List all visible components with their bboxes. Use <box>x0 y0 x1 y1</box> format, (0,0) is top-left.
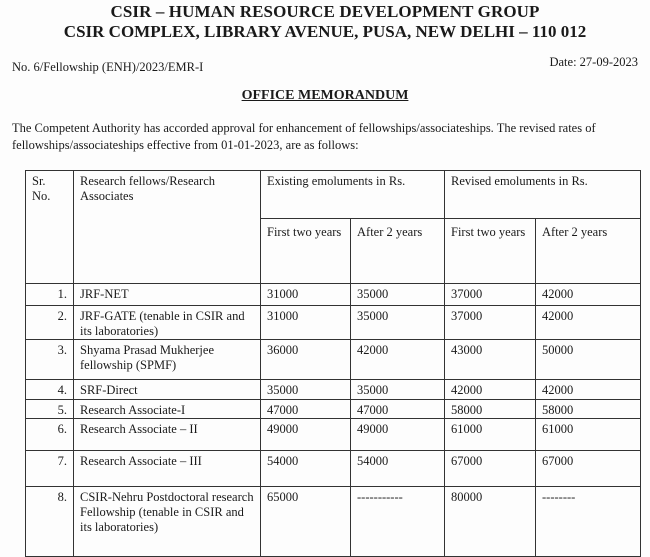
category-cell: Shyama Prasad Mukherjee fellowship (SPMF) <box>74 340 261 380</box>
existing-first-two-cell: 54000 <box>261 451 351 487</box>
table-row <box>26 284 641 306</box>
header-existing-first-two: First two years <box>261 219 351 284</box>
revised-first-two-cell: 37000 <box>445 284 536 306</box>
table-row <box>26 340 641 380</box>
existing-first-two-cell: 31000 <box>261 284 351 306</box>
sr-cell: 4. <box>26 380 74 400</box>
existing-after-two-cell: 42000 <box>351 340 445 380</box>
table-row <box>26 419 641 451</box>
fellowship-rates-table <box>25 170 641 557</box>
category-cell: SRF-Direct <box>74 380 261 400</box>
sr-cell: 1. <box>26 284 74 306</box>
table-row <box>26 451 641 487</box>
table-row <box>26 306 641 340</box>
existing-first-two-cell: 65000 <box>261 487 351 557</box>
category-cell: JRF-NET <box>74 284 261 306</box>
revised-after-two-cell: 42000 <box>536 284 641 306</box>
memo-paragraph <box>12 120 650 154</box>
revised-after-two-cell: 50000 <box>536 340 641 380</box>
existing-first-two-cell: 49000 <box>261 419 351 451</box>
category-cell: JRF-GATE (tenable in CSIR and its laboratories) <box>74 306 261 340</box>
header-existing: Existing emoluments in Rs. <box>261 171 445 219</box>
revised-after-two-cell: 61000 <box>536 419 641 451</box>
org-address: CSIR COMPLEX, LIBRARY AVENUE, PUSA, NEW DELHI – 110 012 <box>63 22 587 41</box>
table-row <box>26 487 641 557</box>
category-cell: Research Associate – III <box>74 451 261 487</box>
existing-first-two-cell: 31000 <box>261 306 351 340</box>
sr-cell: 2. <box>26 306 74 340</box>
sr-cell: 5. <box>26 400 74 419</box>
existing-first-two-cell: 47000 <box>261 400 351 419</box>
revised-first-two-cell: 42000 <box>445 380 536 400</box>
category-cell: Research Associate – II <box>74 419 261 451</box>
existing-after-two-cell: 35000 <box>351 284 445 306</box>
existing-after-two-cell: 47000 <box>351 400 445 419</box>
revised-first-two-cell: 37000 <box>445 306 536 340</box>
category-cell: Research Associate-I <box>74 400 261 419</box>
revised-first-two-cell: 67000 <box>445 451 536 487</box>
header-existing-after-two: After 2 years <box>351 219 445 284</box>
revised-first-two-cell: 61000 <box>445 419 536 451</box>
paragraph-line-2: fellowships/associateships effective from 01-01-2023, are as follows: <box>12 138 359 152</box>
existing-after-two-cell: 49000 <box>351 419 445 451</box>
sr-cell: 7. <box>26 451 74 487</box>
table-header-row-1 <box>26 171 641 219</box>
table-row <box>26 400 641 419</box>
existing-after-two-cell: 35000 <box>351 306 445 340</box>
sr-cell: 3. <box>26 340 74 380</box>
table-row <box>26 380 641 400</box>
memo-date: Date: 27-09-2023 <box>549 55 638 69</box>
revised-first-two-cell: 80000 <box>445 487 536 557</box>
header-revised: Revised emoluments in Rs. <box>445 171 641 219</box>
revised-first-two-cell: 43000 <box>445 340 536 380</box>
revised-first-two-cell: 58000 <box>445 400 536 419</box>
memo-title: OFFICE MEMORANDUM <box>241 88 409 103</box>
revised-after-two-cell: 42000 <box>536 380 641 400</box>
existing-after-two-cell: 54000 <box>351 451 445 487</box>
sr-cell: 6. <box>26 419 74 451</box>
category-cell: CSIR-Nehru Postdoctoral research Fellowship (tenable in CSIR and its laboratories) <box>74 487 261 557</box>
existing-first-two-cell: 35000 <box>261 380 351 400</box>
sr-cell: 8. <box>26 487 74 557</box>
header-revised-first-two: First two years <box>445 219 536 284</box>
header-sr-no: Sr. No. <box>26 171 74 284</box>
existing-after-two-cell: 35000 <box>351 380 445 400</box>
existing-first-two-cell: 36000 <box>261 340 351 380</box>
revised-after-two-cell: 58000 <box>536 400 641 419</box>
header-revised-after-two: After 2 years <box>536 219 641 284</box>
paragraph-line-1: The Competent Authority has accorded approval for enhancement of fellowships/associateships. The revised rates of <box>12 121 596 135</box>
reference-number: No. 6/Fellowship (ENH)/2023/EMR-I <box>12 60 204 74</box>
revised-after-two-cell: -------- <box>536 487 641 557</box>
existing-after-two-cell: ----------- <box>351 487 445 557</box>
org-name: CSIR – HUMAN RESOURCE DEVELOPMENT GROUP <box>110 2 540 21</box>
header-category: Research fellows/Research Associates <box>74 171 261 284</box>
revised-after-two-cell: 67000 <box>536 451 641 487</box>
revised-after-two-cell: 42000 <box>536 306 641 340</box>
